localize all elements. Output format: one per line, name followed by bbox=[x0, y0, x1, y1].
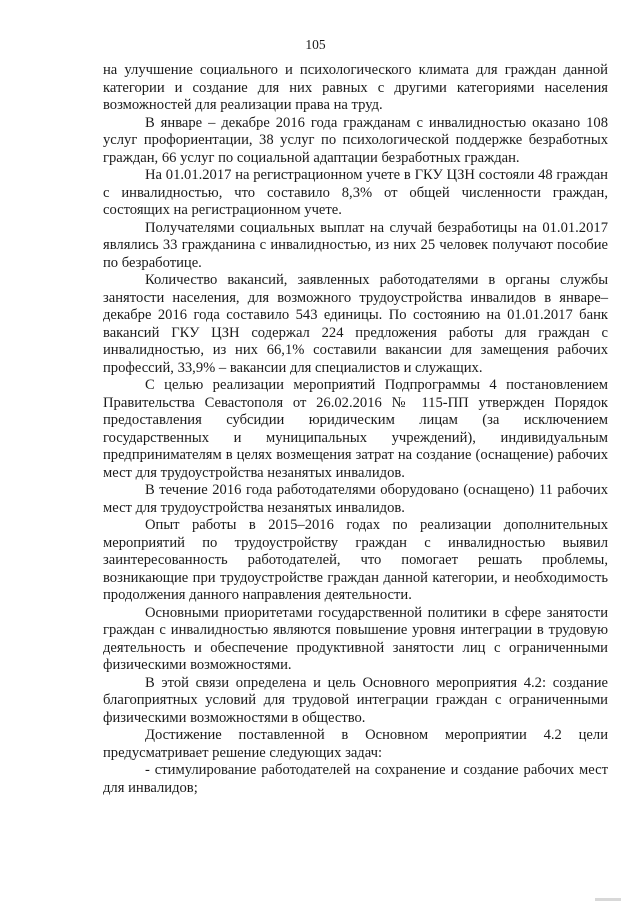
paragraph-goal: В этой связи определена и цель Основного мероприятия 4.2: создание благоприятных условий для трудовой интеграции граждан с ограниченными физическими возможностями в общество. bbox=[103, 674, 608, 726]
paragraph-vacancies: Количество вакансий, заявленных работодателями в органы службы занятости населения, для возможного трудоустройства инвалидов в январе–декабре 2016 года составило 543 единицы. По состоянию на 01.01.2017 банк вакансий ГКУ ЦЗН содержал 224 предложения работы для граждан с инвалидностью, из них 66,1% составили вакансии для замещения рабочих профессий, 33,9% – вакансии для специалистов и служащих. bbox=[103, 272, 608, 376]
page-number: 105 bbox=[305, 37, 326, 52]
paragraph-experience: Опыт работы в 2015–2016 годах по реализации дополнительных мероприятий по трудоустройству граждан с инвалидностью выявил заинтересованность работодателей, что помогает решать проблемы, возникающие при трудоустройстве граждан данной категории, и необходимость продолжения данного направления деятельности. bbox=[103, 517, 608, 603]
paragraph-subsidy-order: С целью реализации мероприятий Подпрограммы 4 постановлением Правительства Севастополя от 26.02.2016 № 115-ПП утвержден Порядок предоставления субсидии юридическим лицам (за исключением государственных и муниципальных учреждений), индивидуальным предпринимателям в целях возмещения затрат на создание (оснащение) рабочих мест для трудоустройства незанятых инвалидов. bbox=[103, 377, 608, 481]
paragraph-services: В январе – декабре 2016 года гражданам с инвалидностью оказано 108 услуг профориентации, 38 услуг по психологической поддержке безработных граждан, 66 услуг по социальной адаптации безработных граждан. bbox=[103, 114, 608, 166]
document-body bbox=[103, 62, 608, 797]
task-list-item: - стимулирование работодателей на сохранение и создание рабочих мест для инвалидов; bbox=[103, 762, 608, 796]
paragraph-registration: На 01.01.2017 на регистрационном учете в ГКУ ЦЗН состояли 48 граждан с инвалидностью, что составило 8,3% от общей численности граждан, состоящих на регистрационном учете. bbox=[103, 167, 608, 218]
paragraph-benefits: Получателями социальных выплат на случай безработицы на 01.01.2017 являлись 33 гражданина с инвалидностью, из них 25 человек получают пособие по безработице. bbox=[103, 219, 608, 271]
paragraph-priorities: Основными приоритетами государственной политики в сфере занятости граждан с инвалидностью являются повышение уровня интеграции в трудовую деятельность и обеспечение продуктивной занятости лиц с ограниченными физическими возможностями. bbox=[103, 604, 608, 673]
paragraph-workplaces: В течение 2016 года работодателями оборудовано (оснащено) 11 рабочих мест для трудоустройства незанятых инвалидов. bbox=[103, 482, 608, 516]
paragraph-continuation: на улучшение социального и психологического климата для граждан данной категории и создание для них равных с другими категориями населения возможностей для реализации права на труд. bbox=[103, 62, 608, 113]
scan-artifact bbox=[595, 898, 621, 901]
paragraph-tasks-intro: Достижение поставленной в Основном мероприятии 4.2 цели предусматривает решение следующих задач: bbox=[103, 727, 608, 761]
